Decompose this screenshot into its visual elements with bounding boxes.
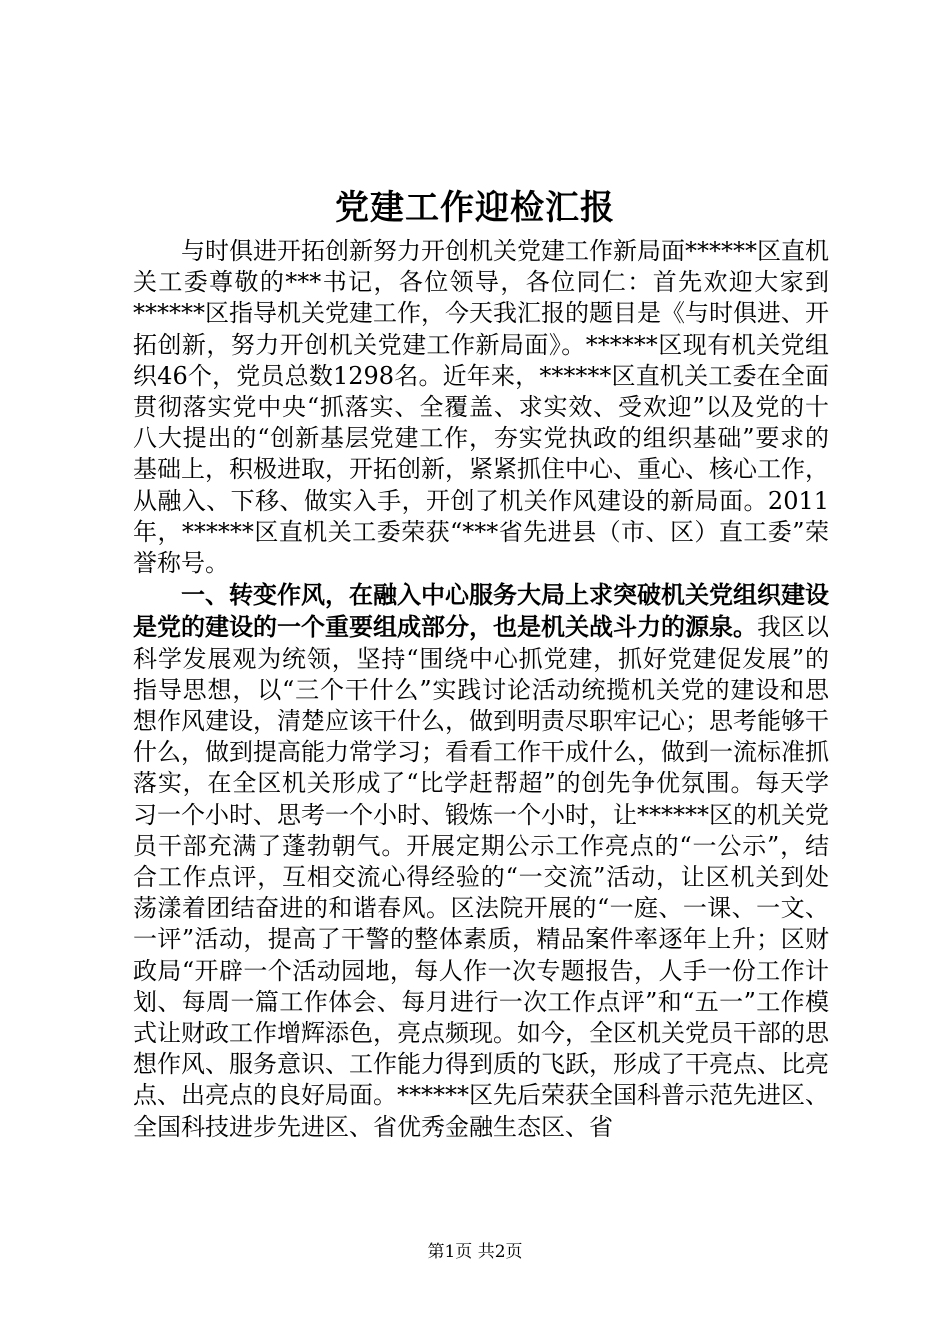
section-1-body: 我区以科学发展观为统领，坚持“围绕中心抓党建，抓好党建促发展”的指导思想，以“三个干什么”实践讨论活动统揽机关党的建设和思想作风建设，清楚应该干什么，做到明责尽职牢记心；思考能够干什么，做到提高能力常学习；看看工作干成什么，做到一流标准抓落实，在全区机关形成了“比学赶帮超”的创先争优氛围。每天学习一个小时、思考一个小时、锻炼一个小时，让******区的机关党员干部充满了蓬勃朝气。开展定期公示工作亮点的“一公示”，结合工作点评，互相交流心得经验的“一交流”活动，让区机关到处荡漾着团结奋进的和谐春风。区法院开展的“一庭、一课、一文、一评”活动，提高了干警的整体素质，精品案件率逐年上升；区财政局“开辟一个活动园地，每人作一次专题报告，人手一份工作计划、每周一篇工作体会、每月进行一次工作点评”和“五一”工作模式让财政工作增辉添色，亮点频现。如今，全区机关党员干部的思想作风、服务意识、工作能力得到质的飞跃，形成了干亮点、比亮点、出亮点的良好局面。******区先后荣获全国科普示范先进区、全国科技进步先进区、省优秀金融生态区、省 (133, 613, 829, 1141)
section-1-heading: 一、转变作风，在融入中心服务大局上求突破机关党组织建设是党的建设的一个重要组成部分，也是机关战斗力的源泉。 (133, 580, 829, 642)
page-footer: 第1页 共2页 (427, 1242, 523, 1262)
section-1-paragraph (133, 579, 829, 1143)
intro-paragraph: 与时俱进开拓创新努力开创机关党建工作新局面******区直机关工委尊敬的***书记，各位领导，各位同仁：首先欢迎大家到******区指导机关党建工作，今天我汇报的题目是《与时俱进、开拓创新，努力开创机关党建工作新局面》。******区现有机关党组织46个，党员总数1298名。近年来，******区直机关工委在全面贯彻落实党中央“抓落实、全覆盖、求实效、受欢迎”以及党的十八大提出的“创新基层党建工作，夯实党执政的组织基础”要求的基础上，积极进取，开拓创新，紧紧抓住中心、重心、核心工作，从融入、下移、做实入手，开创了机关作风建设的新局面。2011年，******区直机关工委荣获“***省先进县（市、区）直工委”荣誉称号。 (133, 237, 829, 578)
document-body (133, 236, 829, 1143)
document-title: 党建工作迎检汇报 (335, 188, 615, 228)
